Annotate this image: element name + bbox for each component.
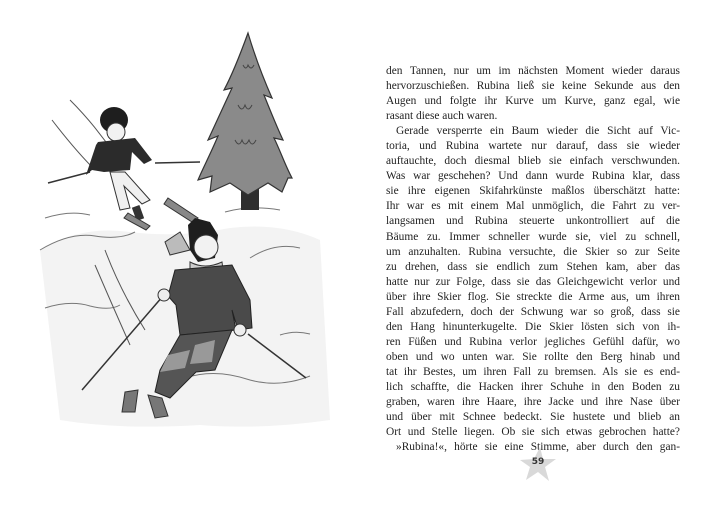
- text-line: um anzuhalten. Rubina versuchte, die Skier so zur Seite: [386, 245, 680, 258]
- skier-girl-back-icon: [48, 107, 200, 230]
- text-line: Was war geschehen? Und dann wurde Rubina klar, dass: [386, 170, 680, 183]
- text-line: auftauchte, doch diesmal blieb sie einfach verschwunden.: [386, 155, 680, 168]
- text-line: »Rubina!«, hörte sie eine Stimme, aber durch den gan-: [396, 441, 680, 454]
- text-line: toria, und Rubina wartete nur darauf, dass sie wieder: [386, 140, 680, 153]
- text-line: tat ihr Bestes, um ihren Fall zu bremsen. Als sie es end-: [386, 365, 680, 378]
- text-line: zu drehen, dass sie endlich zum Stehen kam, aber das: [386, 260, 680, 273]
- text-line: Augen und folgte ihr Kurve um Kurve, ganz egal, wie: [386, 95, 680, 108]
- right-page: [360, 0, 720, 509]
- body-text: [386, 64, 680, 455]
- text-line: den Tannen, nur um im nächsten Moment wieder daraus: [386, 65, 680, 77]
- text-line: ren Füßen und Rubina verlor jegliches Gefühl dafür, wo: [386, 335, 680, 348]
- text-line: lich schaffte, die Hacken ihrer Schuhe in den Boden zu: [386, 380, 680, 393]
- text-line: hatte nur zur Folge, dass sie das Gleichgewicht verlor und: [386, 275, 680, 288]
- text-line: oben und wo unten war. Sie rollte den Berg hinab und: [386, 350, 680, 363]
- text-line: Ihr war es mit einem Mal unmöglich, die Fahrt zu ver-: [386, 200, 680, 213]
- text-line: langsamen und Rubina steuerte unkontrolliert auf die: [386, 215, 680, 228]
- text-line: über ihre Skier flog. Sie streckte die Arme aus, um ihren: [386, 290, 680, 303]
- text-line: Gerade versperrte ein Baum wieder die Sicht auf Vic-: [396, 125, 680, 138]
- page-number: 59: [531, 457, 545, 467]
- text-line: sie ihre eigenen Skifahrkünste maßlos überschätzt hatte:: [386, 185, 680, 198]
- fir-tree-icon: [198, 33, 292, 210]
- text-line: Ort und Stelle liegen. Ob sie sich etwas gebrochen hatte?: [386, 426, 680, 439]
- text-line: und über mit Schnee bedeckt. Sie hustete und blieb an: [386, 411, 680, 424]
- text-line: Bäume zu. Immer schneller wurde sie, viel zu schnell,: [386, 230, 680, 243]
- text-line: den Hang hinunterkugelte. Die Skier lösten sich von ih-: [386, 320, 680, 333]
- text-line: hervorzuschießen. Rubina ließ sie keine Sekunde aus den: [386, 80, 680, 93]
- text-line: rasant diese auch waren.: [386, 110, 498, 123]
- text-line: graben, waren ihre Haare, ihre Jacke und ihre Nase über: [386, 396, 680, 409]
- text-line: Fall abzufedern, doch der Schwung war so groß, dass sie: [386, 305, 680, 318]
- page-number-badge: [518, 444, 558, 484]
